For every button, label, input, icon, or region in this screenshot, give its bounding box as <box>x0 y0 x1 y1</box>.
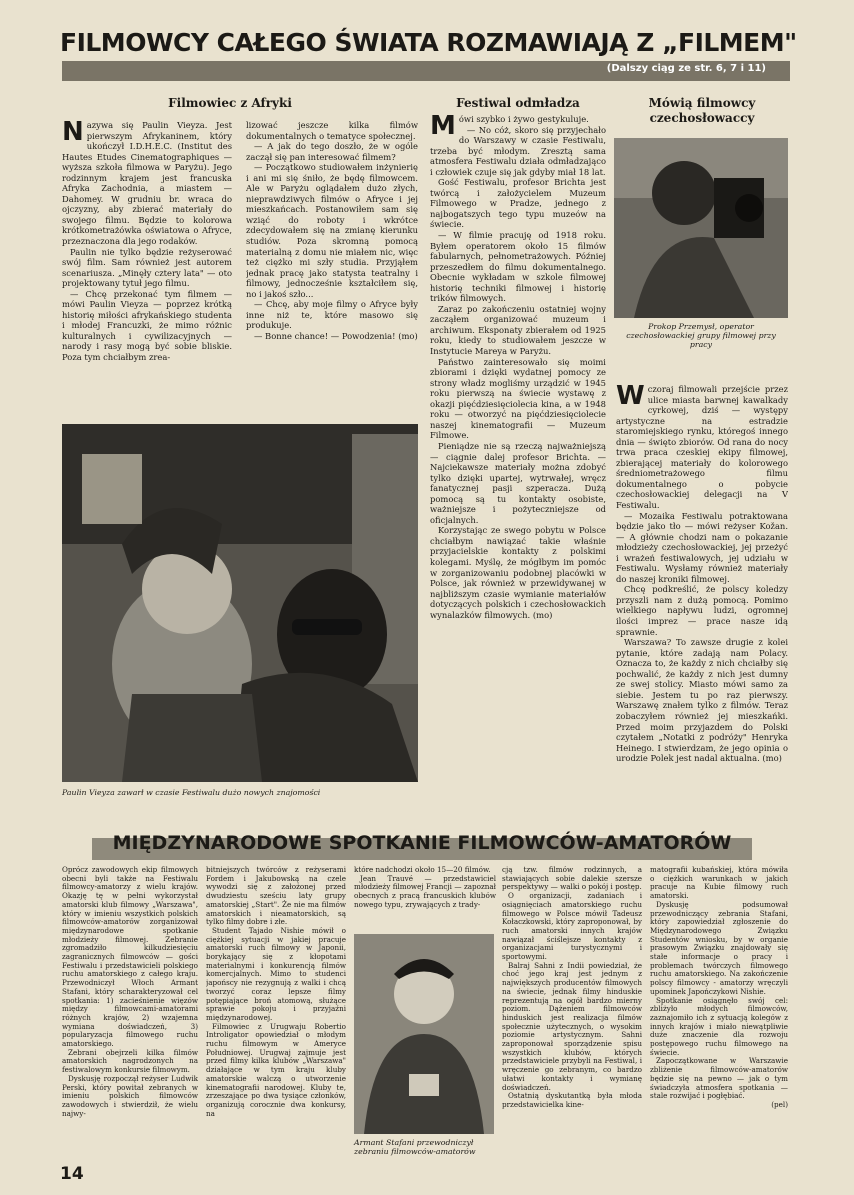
article1-column1 <box>62 120 232 416</box>
article2-p1: ówi szybko i żywo gestykuluje. <box>458 114 589 124</box>
article1-col2-p3: — Początkowo studiowałem inżynierię i ani mi się śniło, że będę filmowcem. Ale w Paryżu oglądałem dużo złych, nieprawdziwych filmów o Afryce i jej mieszkańcach. Postanowiłem sam się wziąć do roboty i wkrótce zdecydowałem się na zmianę kierunku studiów. Poza skromną pomocą materialną z domu nie miałem nic, więc też ciężko mi szły studia. Przyjąłem jednak pracę jako statysta teatralny i filmowy, jednocześnie kształciłem się, no i jakoś szło... <box>246 162 418 299</box>
article1-col1-p2: Paulin nie tylko będzie reżyserować swój film. Sam również jest autorem scenariusza. „Minęły cztery lata" — oto projektowany tytuł jego filmu. <box>62 246 232 289</box>
article2-p2: — No cóż, skoro się przyjechało do Warszawy w czasie Festiwalu, trzeba być młodym. Zresztą sama atmosfera Festiwalu działa odmładzająco i człowiek czuje się jak gdyby miał 18 lat. <box>430 124 606 177</box>
section2-column5 <box>650 866 788 1162</box>
section2-col4-p1: cją tzw. filmów rodzinnych, a stawiających sobie dalekie szersze perspektywy — walki o pokój i postęp. <box>502 866 642 892</box>
article3-title: Mówią filmowcy czechosłowaccy <box>648 96 756 125</box>
article3-photo-caption: Prokop Przemysł, operator czechosłowackiej grupy filmowej przy pracy <box>626 322 776 349</box>
section2-col4-p3: Balraj Sahni z Indii powiedział, że choć jego kraj jest jednym z największych producentów filmowych na świecie, jednak filmy hinduskie reprezentują na ogół bardzo mierny poziom. Dążeniem filmowców hinduskich jest realizacja filmów społecznie użytecznych, o wysokim poziomie artystycznym. Sahni zaproponował sporządzenie spisu wszystkich klubów, których przedstawiciele przybyli na Festiwal, i wręczenie go zebranym, co bardzo ułatwi kontakty i wymianę doświadczeń. <box>502 960 642 1092</box>
section2-col5-p3: Spotkanie osiągnęło swój cel: zbliżyło młodych filmowców, zaznajomiło ich z sytuacją kolegów z innych krajów i miało niewątpliwie duże znaczenie dla rozwoju postępowego ruchu filmowego na świecie. <box>650 995 788 1057</box>
section2-photo <box>354 934 494 1134</box>
section2-col2-p3: Filmowiec z Urugwaju Robertio Introligator opowiedział o młodym ruchu filmowym w Ameryce Południowej. Urugwaj zajmuje jest przed filmy kilka klubów „Warszawa" działające w tym kraju kluby amatorskie walczą o utworzenie kinematografii narodowej. Kluby te, zrzeszające po dwa tysiące członków, organizują corocznie dwa konkursy, na <box>206 1021 346 1118</box>
article2-p5: Zaraz po zakończeniu ostatniej wojny zacząłem organizować muzeum i archiwum. Eksponaty zbierałem od 1925 roku, kiedy to studiowałem jeszcze w Instytucie Mareya w Paryżu. <box>430 303 606 357</box>
article3-p3: Chcę podkreślić, że polscy koledzy przyszli nam z dużą pomocą. Pomimo wielkiego napływu ludzi, ogromnej ilości imprez — prace nasze idą sprawnie. <box>616 584 788 637</box>
section2-column3 <box>354 866 496 930</box>
photo-cameraman <box>614 138 788 318</box>
section2-title: MIĘDZYNARODOWE SPOTKANIE FILMOWCÓW-AMATORÓW <box>112 832 732 854</box>
section2-col2-p2: Student Tajado Nishie mówił o ciężkiej sytuacji w jakiej pracuje amatorski ruch filmowy w Japonii, borykający się z kłopotami materialnymi i konkurencją filmów komercjalnych. Mimo to studenci japońscy nie rezygnują z walki i chcą tworzyć coraz lepsze filmy potępiające broń atomową, służące sprawie pokoju i przyjaźni międzynarodowej. <box>206 925 346 1022</box>
photo-vieyza-girl <box>62 424 418 782</box>
article3-p1: czoraj filmowali przejście przez ulice miasta barwnej kawalkady cyrkowej, dziś — występy artystyczne na estradzie staromiejskiego rynku, któregoś innego dnia — święto zbiorów. Od rana do nocy trwa praca czeskiej ekipy filmowej, zbierającej materiały do kolorowego średniometrażowego filmu dokumentalnego o pobycie czechosłowackiej delegacji na V Festiwalu. <box>616 384 788 511</box>
continuation-bar <box>62 61 790 81</box>
article1-col2-p1: lizować jeszcze kilka filmów dokumentalnych o tematyce społecznej. <box>246 120 418 141</box>
section2-col3-p2: Jean Trauvé — przedstawiciel młodzieży filmowej Francji — zapoznał obecnych z pracą francuskich klubów nowego typu, zrywających z trady- <box>354 873 496 909</box>
section2-col5-p1: matografii kubańskiej, która mówiła o ciężkich warunkach w jakich pracuje na Kubie filmowy ruch amatorski. <box>650 866 788 901</box>
article2-p7: Pieniądze nie są rzeczą najważniejszą — ciągnie dalej profesor Brichta. — Najciekawsze materiały można zdobyć tylko dzięki upartej, wytrwałej, wręcz fanatycznej pasji szperacza. Dużą pomocą są tu kontakty osobiste, ważniejsze i pożyteczniejsze od oficjalnych. <box>430 440 606 525</box>
page-headline: FILMOWCY CAŁEGO ŚWIATA ROZMAWIAJĄ Z „FILMEM" <box>60 28 797 57</box>
article1-column2 <box>246 120 418 416</box>
article2-p4: — W filmie pracuję od 1918 roku. Byłem operatorem około 15 filmów fabularnych, pełnometrażowych. Później przeszedłem do filmu dokumentalnego. Obecnie wykładam w szkole filmowej historię techniki filmowej i historię trików filmowych. <box>430 230 606 304</box>
article2-p6: Państwo zainteresowało się moimi zbiorami i dzięki wydatnej pomocy ze strony władz mogliśmy urządzić w 1945 roku pierwszą na świecie wystawę z okazji pięćdziesięciolecia kina, a w 1948 roku — otworzyć na pięćdziesięciolecie naszej kinematografii — Muzeum Filmowe. <box>430 356 606 441</box>
section2-col5-signature: (pel) <box>771 1099 788 1109</box>
section2-col5-p2: Dyskusję podsumował przewodniczący zebrania Stafani, który zapowiedział zgłoszenie do Międzynarodowego Związku Studentów wniosku, by w organie prasowym Związku znajdowały się stałe informacje o pracy i problemach twórczych filmowego ruchu amatorskiego. Na zakończenie polscy filmowcy - amatorzy wręczyli upominek Japończykowi Nishie. <box>650 899 788 996</box>
section2-column4 <box>502 866 642 1158</box>
section2-column1 <box>62 866 198 1158</box>
section2-col1-p3: Dyskusję rozpoczął reżyser Ludwik Perski, który powitał zebranych w imieniu polskich filmowców zawodowych i stwierdził, że wielu najwy- <box>62 1073 198 1118</box>
article1-col1-p1: azywa się Paulin Vieyza. Jest pierwszym Afrykaninem, który ukończył I.D.H.E.C. (Institut des Hautes Etudes Cinematographiques — wyższa szkoła filmowa w Paryżu). Jego rodzinnym krajem jest francuska Afryka Zachodnia, a miastem — Dahomey. W grudniu br. wraca do ojczyzny, aby zbierać materiały do swojego filmu. Będzie to kolorowa krótkometrażówka oświatowa o Afryce, przeznaczona dla jego rodaków. <box>62 120 232 247</box>
section2-banner <box>92 830 752 860</box>
article1-photo <box>62 424 418 782</box>
article2-p3: Gość Festiwalu, profesor Brichta jest twórcą i założycielem Muzeum Filmowego w Pradze, jednego z najbogatszych tego typu muzeów na świecie. <box>430 177 606 230</box>
section2-col4-p2: O organizacji, zadaniach i osiągnięciach amatorskiego ruchu filmowego w Polsce mówił Tadeusz Kołaczkowski, który zaproponował, by ruch amatorski innych krajów nawiązał ściślejsze kontakty z organizacjami turystycznymi i sportowymi. <box>502 891 642 962</box>
section2-col5-p4: Zapoczątkowane w Warszawie zbliżenie filmowców-amatorów będzie się na pewno — jak o tym świadczyła atmosfera spotkania — stale rozwijać i pogłębiać. <box>650 1056 788 1101</box>
article2-title: Festiwal odmładza <box>456 96 580 110</box>
article1-title: Filmowiec z Afryki <box>168 96 292 110</box>
article1-photo-caption: Paulin Vieyza zawarł w czasie Festiwalu dużo nowych znajomości <box>62 788 321 797</box>
article1-col2-p4: — Chcę, aby moje filmy o Afryce były inne niż te, które masowo się produkuje. <box>246 299 418 331</box>
article1-col1-p3: — Chcę przekonać tym filmem — mówi Paulin Vieyza — poprzez krótką historię miłości afrykańskiego studenta i młodej Francuzki, że mimo różnic kulturalnych i cywilizacyjnych — narody i rasy mogą być sobie bliskie. Poza tym chciałbym zrea- <box>62 288 232 363</box>
article2-dropcap: M <box>430 114 456 141</box>
article1-col2-p5: — Bonne chance! — Powodzenia! (mo) <box>254 330 418 341</box>
section2-col1-p1: Oprócz zawodowych ekip filmowych obecni byli także na Festiwalu filmowcy-amatorzy z wielu krajów. Okazję tę w pełni wykorzystał amatorski klub filmowy „Warszawa", który w imieniu wszystkich polskich filmowców-amatorów zorganizował międzynarodowe spotkanie młodzieży filmowej. Zebranie zgromadziło kilkudziesięciu zagranicznych filmowców — gości Festiwalu i przedstawicieli polskiego ruchu amatorskiego z całego kraju. Przewodniczył Włoch Armant Stafani, który scharakteryzował cel spotkania: 1) zacieśnienie więzów między filmowcami-amatorami różnych krajów, 2) wzajemna wymiana doświadczeń, 3) popularyzacja filmowego ruchu amatorskiego. <box>62 866 198 1049</box>
article2-p8: Korzystając ze swego pobytu w Polsce chciałbym nawiązać takie właśnie przyjacielskie kontakty z polskimi kolegami. Myślę, że mógłbym im pomóc w zorganizowaniu podobnej placówki w Polsce, jak również w przewidywanej w najbliższym czasie wymianie materiałów dotyczących polskich i czechosłowackich wynalazków filmowych. (mo) <box>430 525 606 620</box>
article3-dropcap: W <box>616 384 645 411</box>
page-number: 14 <box>60 1164 84 1184</box>
article3-photo <box>614 138 788 318</box>
article2-column <box>430 114 606 812</box>
section2-col1-p2: Zebrani obejrzeli kilka filmów amatorskich nagrodzonych na festiwalowym konkursie filmowym. <box>62 1047 198 1075</box>
article3-p4: Warszawa? To zawsze drugie z kolei pytanie, które zadają nam Polacy. Oznacza to, że każdy z nich chciałby się pochwalić, że każdy z nich jest dumny ze swej stolicy. Miasto mówi samo za siebie. Jestem tu po raz pierwszy. Warszawę znałem tylko z filmów. Teraz zobaczyłem również jej mieszkańki. Przed moim przyjazdem do Polski czytałem „Notatki z podróży" Henryka Heinego. I stwierdzam, że jego opinia o urodzie Polek jest nadal aktualna. (mo) <box>616 637 788 764</box>
photo-stafani <box>354 934 494 1134</box>
article3-p2: — Mozaika Festiwalu potraktowana będzie jako tło — mówi reżyser Kožan. — A głównie chodzi nam o pokazanie młodzieży czechosłowackiej, jej przeżyć i wrażeń festiwalowych, jej udziału w Festiwalu. Wysłamy również materiały do naszej kroniki filmowej. <box>616 510 788 584</box>
section2-photo-caption: Armant Stafani przewodniczył zebraniu filmowców-amatorów <box>354 1138 476 1156</box>
section2-column2 <box>206 866 346 1158</box>
article1-dropcap: N <box>62 120 84 147</box>
section2-col4-p4: Ostatnią dyskutantką była młoda przedstawicielka kine- <box>502 1091 642 1109</box>
section2-col3-p1: które nadchodzi około 15—20 filmów. <box>354 866 491 874</box>
continuation-note: (Dalszy ciąg ze str. 6, 7 i 11) <box>606 63 766 74</box>
article1-col2-p2: — A jak do tego doszło, że w ogóle zaczął się pan interesować filmem? <box>246 141 418 162</box>
section2-col2-p1: bitniejszych twórców z reżyserami Fordem i Jakubowską na czele wywodzi się z założonej przed dwudziestu sześciu laty grupy amatorskiej „Start". Że nie ma filmów amatorskich i nieamatorskich, są tylko filmy dobre i złe. <box>206 866 346 927</box>
article3-column <box>616 384 788 812</box>
